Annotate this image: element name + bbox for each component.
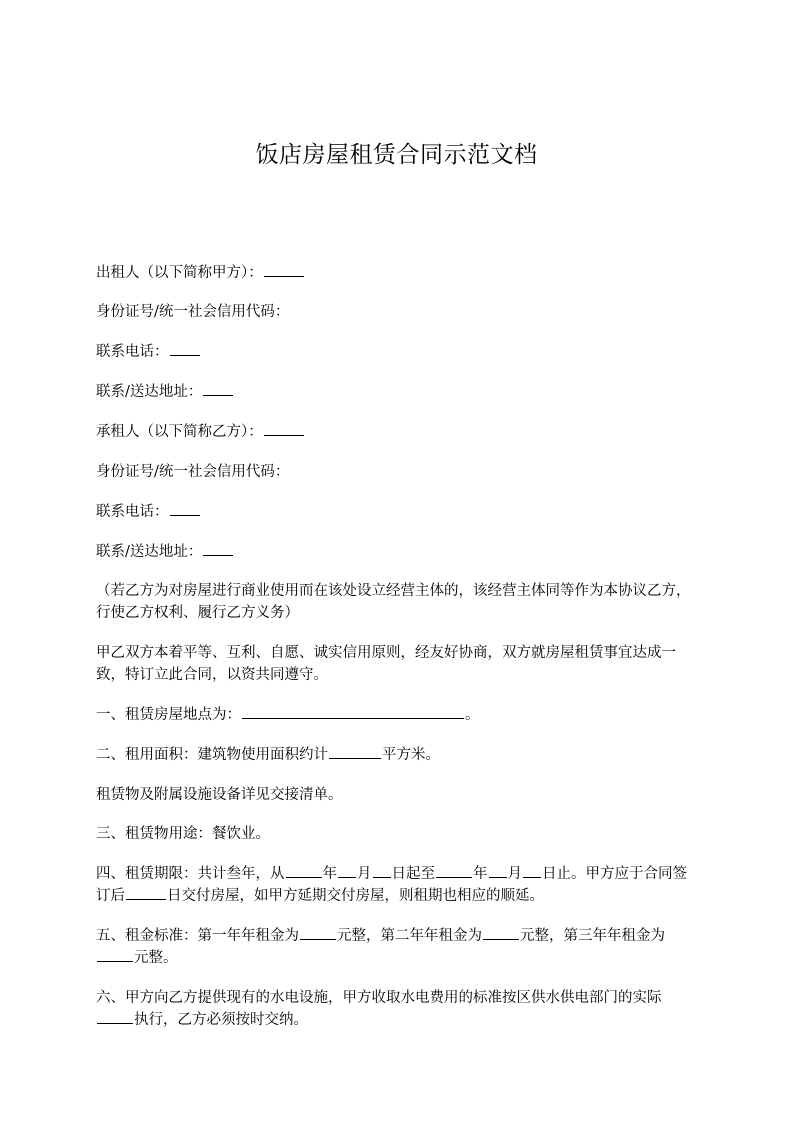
lessee-phone-blank[interactable]: [170, 501, 200, 516]
clause-5-text-c: 元整，第三年年租金为: [520, 928, 665, 944]
delivery-days-blank[interactable]: [126, 885, 166, 900]
clause-4-text-h: 日交付房屋，如甲方延期交付房屋，则租期也相应的顺延。: [167, 888, 544, 904]
clause-3: 三、租赁物用途：餐饮业。: [96, 826, 270, 842]
clause-5: [96, 925, 696, 969]
lessor-address-blank[interactable]: [203, 381, 233, 396]
start-year-blank[interactable]: [286, 863, 322, 878]
clause-1-text: 一、租赁房屋地点为：: [96, 707, 241, 723]
lessee-address-line: [96, 541, 696, 563]
clause-6-text-b: 执行，乙方必须按时交纳。: [134, 1012, 308, 1028]
rent-year2-blank[interactable]: [483, 925, 519, 940]
clause-4: [96, 863, 696, 907]
rent-year3-blank[interactable]: [97, 947, 133, 962]
location-blank[interactable]: [242, 704, 464, 719]
lessee-line: [96, 421, 696, 443]
lessor-line: [96, 262, 696, 284]
utility-standard-blank[interactable]: [97, 1009, 133, 1024]
clause-4-text-f: 月: [507, 866, 522, 882]
clause-4-text-d: 日起至: [391, 866, 435, 882]
lessee-id-line: [96, 461, 696, 483]
lessee-phone-line: [96, 501, 696, 523]
clause-4-text-c: 月: [357, 866, 372, 882]
clause-1-end: 。: [465, 707, 480, 723]
clause-5-text-b: 元整，第二年年租金为: [337, 928, 482, 944]
lessee-address-label: 联系/送达地址：: [96, 544, 203, 560]
clause-4-text-g: 日止。甲方应于合同签订后: [96, 866, 687, 904]
clause-2-note: 租赁物及附属设施设备详见交接清单。: [96, 787, 343, 803]
lessor-label: 出租人（以下简称甲方）：: [96, 265, 263, 281]
end-day-blank[interactable]: [523, 863, 541, 878]
lessee-address-blank[interactable]: [203, 541, 233, 556]
lessor-id-line: [96, 301, 696, 323]
document-title: 饭店房屋租赁合同示范文档: [255, 142, 538, 168]
note-paragraph: （若乙方为对房屋进行商业使用而在该处设立经营主体的，该经营主体同等作为本协议乙方，行使乙方权利、履行乙方义务）: [96, 583, 691, 621]
area-blank[interactable]: [329, 744, 381, 759]
lessor-phone-blank[interactable]: [170, 341, 200, 356]
clause-5-text-a: 五、租金标准：第一年年租金为: [96, 928, 299, 944]
lessee-phone-label: 联系电话：: [96, 504, 169, 520]
lessee-blank[interactable]: [264, 421, 304, 436]
clause-4-text-e: 年: [473, 866, 488, 882]
lessor-phone-label: 联系电话：: [96, 344, 169, 360]
lessor-address-line: [96, 381, 696, 403]
clause-5-text-d: 元整。: [134, 950, 178, 966]
lessee-id-label: 身份证号/统一社会信用代码：: [96, 464, 290, 480]
rent-year1-blank[interactable]: [300, 925, 336, 940]
clause-6-text-a: 六、甲方向乙方提供现有的水电设施，甲方收取水电费用的标准按区供水供电部门的实际: [96, 990, 662, 1006]
clause-2: [96, 744, 696, 766]
lessor-id-label: 身份证号/统一社会信用代码：: [96, 304, 290, 320]
lessee-label: 承租人（以下简称乙方）：: [96, 424, 263, 440]
clause-2-end: 平方米。: [382, 747, 440, 763]
clause-4-text-a: 四、租赁期限：共计叁年，从: [96, 866, 285, 882]
preamble-paragraph: 甲乙双方本着平等、互利、自愿、诚实信用原则，经友好协商，双方就房屋租赁事宜达成一致，特订立此合同，以资共同遵守。: [96, 645, 676, 683]
lessor-blank[interactable]: [264, 262, 304, 277]
lessor-phone-line: [96, 341, 696, 363]
end-year-blank[interactable]: [436, 863, 472, 878]
clause-6: [96, 987, 696, 1031]
clause-2-text: 二、租用面积：建筑物使用面积约计: [96, 747, 328, 763]
start-day-blank[interactable]: [373, 863, 391, 878]
start-month-blank[interactable]: [338, 863, 356, 878]
clause-1: [96, 704, 696, 726]
lessor-address-label: 联系/送达地址：: [96, 384, 203, 400]
end-month-blank[interactable]: [489, 863, 507, 878]
clause-4-text-b: 年: [322, 866, 337, 882]
